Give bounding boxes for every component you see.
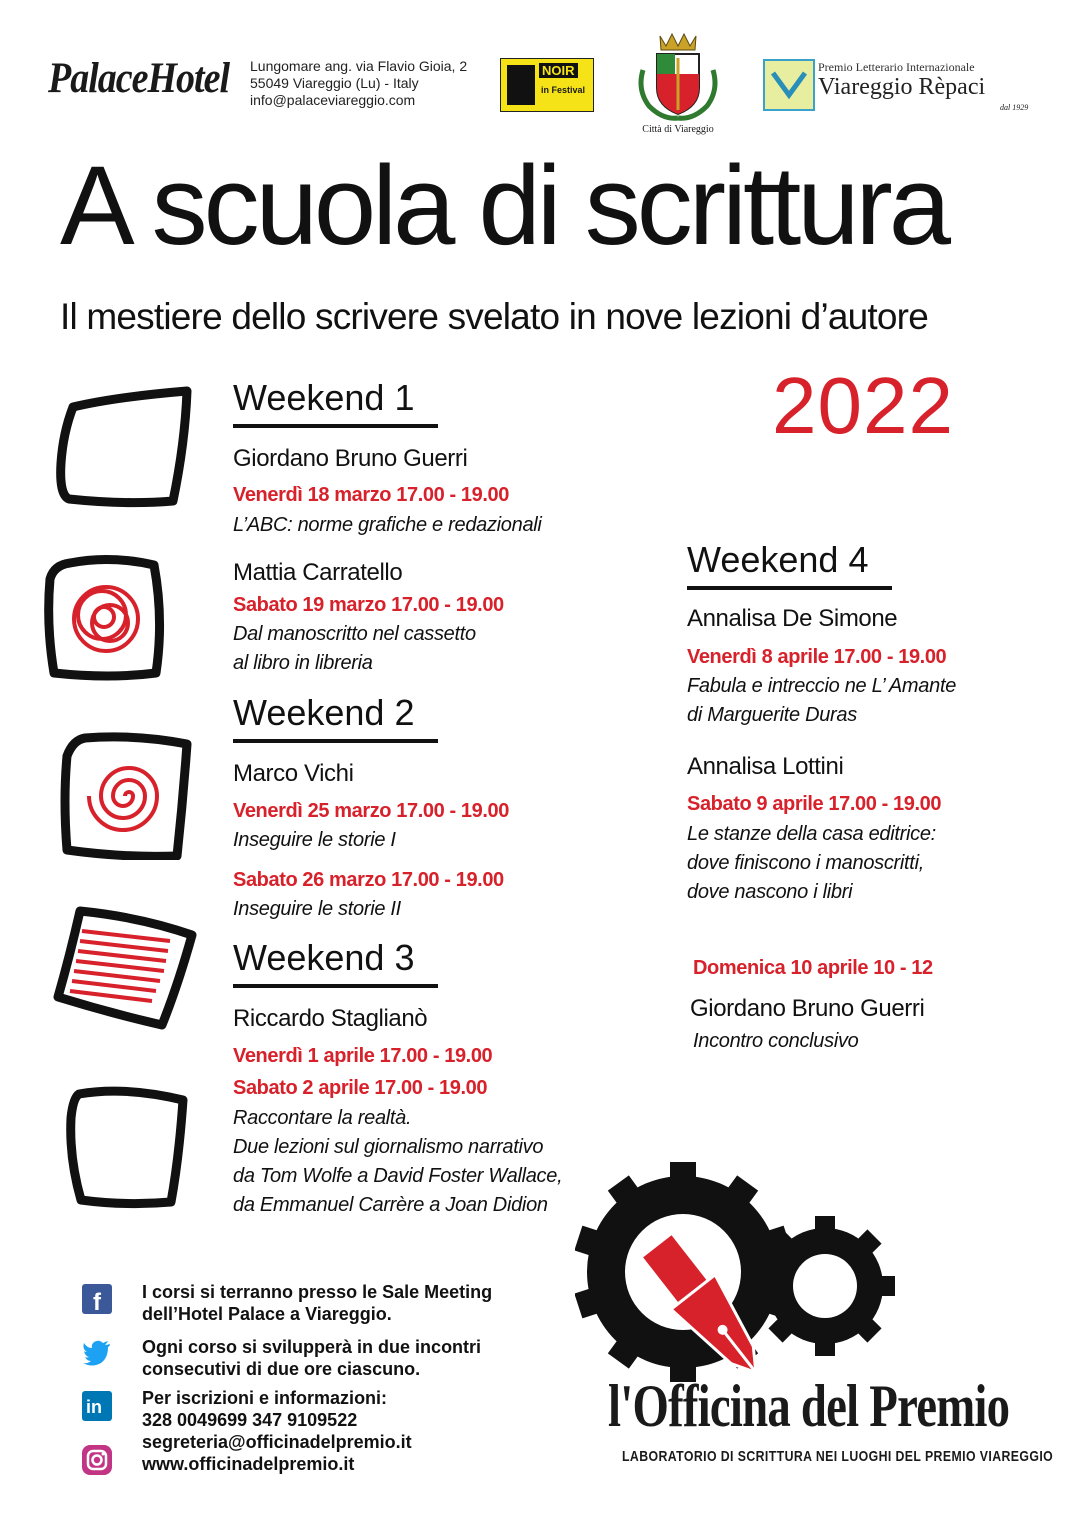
lesson-topic <box>233 1104 562 1220</box>
info-line: Ogni corso si svilupperà in due incontri <box>142 1337 482 1357</box>
premio-repaci-icon <box>763 59 815 111</box>
info-venue <box>142 1281 492 1325</box>
lesson-topic: Inseguire le storie I <box>233 829 396 851</box>
author-name: Annalisa De Simone <box>687 605 898 632</box>
linkedin-icon[interactable] <box>82 1391 112 1421</box>
info-phones: 328 0049699 347 9109522 <box>142 1410 358 1430</box>
page-title: A scuola di scrittura <box>60 143 948 268</box>
lesson-date: Venerdì 1 aprile 17.00 - 19.00 <box>233 1045 493 1067</box>
topic-line: da Tom Wolfe a David Foster Wallace, <box>233 1165 563 1187</box>
topic-line: Dal manoscritto nel cassetto <box>233 623 476 645</box>
topic-line: dove nascono i libri <box>687 881 853 903</box>
lesson-date: Sabato 2 aprile 17.00 - 19.00 <box>233 1077 488 1099</box>
facebook-glyph: f <box>93 1289 101 1314</box>
info-website[interactable]: www.officinadelpremio.it <box>142 1454 355 1474</box>
author-name: Marco Vichi <box>233 760 354 787</box>
address-line: Lungomare ang. via Flavio Gioia, 2 <box>250 58 468 74</box>
city-crest-icon <box>635 30 721 122</box>
page-subtitle: Il mestiere dello scrivere svelato in nove lezioni d’autore <box>60 296 928 337</box>
info-line: Per iscrizioni e informazioni: <box>142 1388 388 1408</box>
palace-hotel-logo: PalaceHotel <box>48 53 230 103</box>
repaci-name: Viareggio Rèpaci <box>818 74 986 100</box>
repaci-since: dal 1929 <box>1000 103 1029 112</box>
author-name: Riccardo Staglianò <box>233 1005 428 1032</box>
topic-line: Due lezioni sul giornalismo narrativo <box>233 1136 544 1158</box>
noir-title: NOIR <box>539 63 578 78</box>
lesson-date: Sabato 26 marzo 17.00 - 19.00 <box>233 869 504 891</box>
gears-pen-icon <box>575 1160 905 1385</box>
lesson-date: Venerdì 25 marzo 17.00 - 19.00 <box>233 800 509 822</box>
linkedin-glyph: in <box>86 1397 102 1417</box>
weekend-4-heading: Weekend 4 <box>687 540 892 590</box>
lesson-date: Venerdì 18 marzo 17.00 - 19.00 <box>233 484 509 506</box>
address-line: 55049 Viareggio (Lu) - Italy <box>250 75 419 91</box>
closing-topic: Incontro conclusivo <box>693 1030 859 1052</box>
lesson-topic: L’ABC: norme grafiche e redazionali <box>233 514 542 536</box>
twitter-icon[interactable] <box>82 1337 112 1367</box>
lesson-topic <box>687 820 936 907</box>
weekend-3-heading: Weekend 3 <box>233 938 438 988</box>
info-contacts <box>142 1387 412 1475</box>
lesson-topic <box>233 620 476 678</box>
spiral-square-icon <box>55 730 195 860</box>
address-email: info@palaceviareggio.com <box>250 92 416 108</box>
author-name: Giordano Bruno Guerri <box>233 445 468 472</box>
lesson-topic: Inseguire le storie II <box>233 898 401 920</box>
topic-line: Raccontare la realtà. <box>233 1107 412 1129</box>
facebook-icon[interactable] <box>82 1284 112 1314</box>
topic-line: Le stanze della casa editrice: <box>687 823 936 845</box>
noir-figure-icon <box>507 65 535 105</box>
scribble-square-icon <box>40 549 168 689</box>
topic-line: Fabula e intreccio ne L’ Amante <box>687 675 957 697</box>
officina-subtitle: LABORATORIO DI SCRITTURA NEI LUOGHI DEL PREMIO VIAREGGIO <box>622 1448 1054 1465</box>
noir-festival-logo <box>500 58 594 112</box>
info-line: I corsi si terranno presso le Sale Meeting <box>142 1282 493 1302</box>
blank-square-icon <box>65 1078 195 1210</box>
info-line: dell’Hotel Palace a Viareggio. <box>142 1304 392 1324</box>
lesson-date: Sabato 19 marzo 17.00 - 19.00 <box>233 594 504 616</box>
noir-subtitle: in Festival <box>541 85 586 95</box>
topic-line: da Emmanuel Carrère a Joan Didion <box>233 1194 548 1216</box>
closing-date: Domenica 10 aprile 10 - 12 <box>693 957 933 979</box>
info-email[interactable]: segreteria@officinadelpremio.it <box>142 1432 412 1452</box>
author-name: Mattia Carratello <box>233 559 403 586</box>
officina-title: l'Officina del Premio <box>608 1373 1010 1439</box>
info-line: consecutivi di due ore ciascuno. <box>142 1359 421 1379</box>
lined-square-icon <box>50 905 200 1030</box>
weekend-1-heading: Weekend 1 <box>233 378 438 428</box>
blank-square-icon <box>55 383 195 513</box>
weekend-2-heading: Weekend 2 <box>233 693 438 743</box>
lesson-date: Venerdì 8 aprile 17.00 - 19.00 <box>687 646 947 668</box>
lesson-topic <box>687 672 956 730</box>
topic-line: di Marguerite Duras <box>687 704 857 726</box>
year: 2022 <box>772 361 954 450</box>
closing-author: Giordano Bruno Guerri <box>690 995 925 1022</box>
topic-line: al libro in libreria <box>233 652 373 674</box>
city-label: Città di Viareggio <box>642 124 714 135</box>
lesson-date: Sabato 9 aprile 17.00 - 19.00 <box>687 793 942 815</box>
author-name: Annalisa Lottini <box>687 753 844 780</box>
instagram-icon[interactable] <box>82 1445 112 1475</box>
hotel-address <box>250 58 467 109</box>
topic-line: dove finiscono i manoscritti, <box>687 852 924 874</box>
info-format <box>142 1336 481 1380</box>
repaci-subtitle: Premio Letterario Internazionale <box>818 60 975 74</box>
